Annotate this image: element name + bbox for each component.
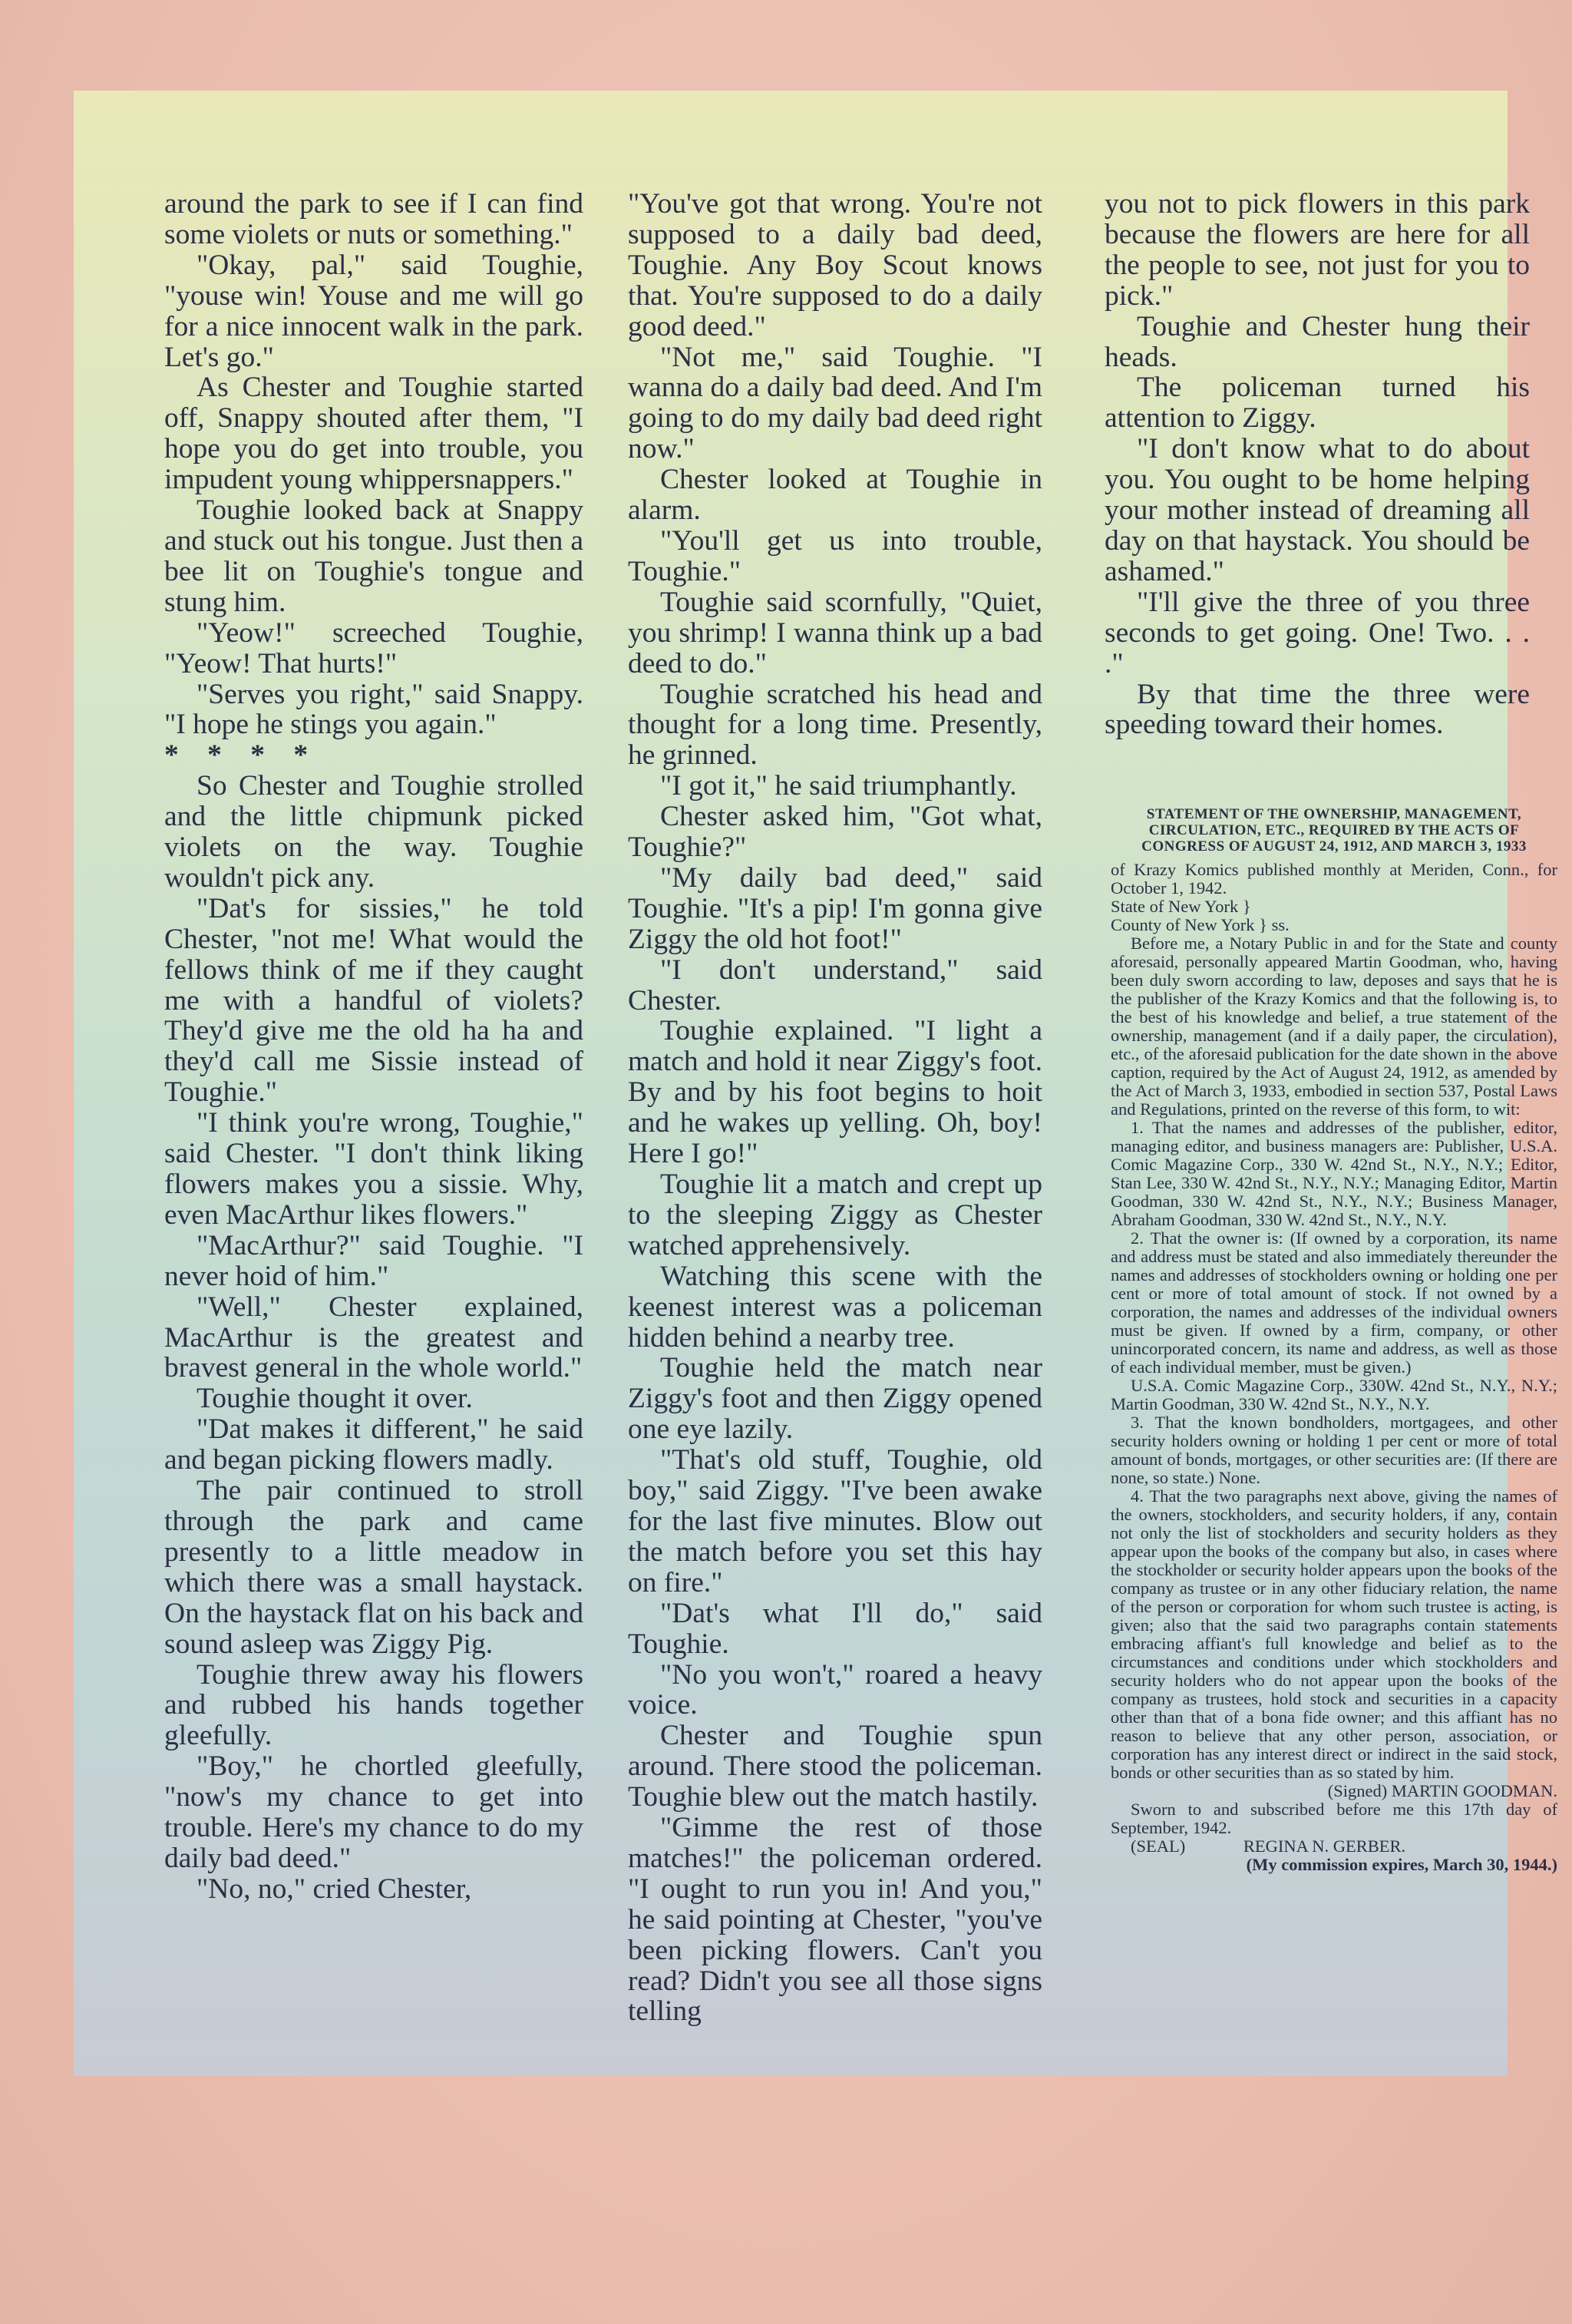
- story-paragraph: Chester asked him, "Got what, Toughie?": [628, 801, 1042, 864]
- story-paragraph: "Dat makes it different," he said and began picking flowers madly.: [164, 1413, 583, 1476]
- story-paragraph: "I don't understand," said Chester.: [628, 954, 1042, 1017]
- story-paragraph: Toughie looked back at Snappy and stuck out his tongue. Just then a bee lit on Toughie's tongue and stung him.: [164, 494, 583, 618]
- statement-sworn: Sworn to and subscribed before me this 17th day of September, 1942.: [1111, 1800, 1557, 1837]
- commission-expiry: (My commission expires, March 30, 1944.): [1246, 1855, 1557, 1874]
- statement-paragraph: 1. That the names and addresses of the publisher, editor, managing editor, and business managers are: Publisher, U.S.A. Comic Magazine Corp., 330 W. 42nd St., N.Y., N.Y.; Editor, Stan Lee, 330 W. 42nd St., N.Y., N.Y.; Managing Editor, Martin Goodman, 330 W. 42nd St., N.Y., N.Y.; Business Manager, Abraham Goodman, 330 W. 42nd St., N.Y., N.Y.: [1111, 1118, 1557, 1229]
- story-paragraph: "I don't know what to do about you. You ought to be home helping your mother instead of dreaming all day on that haystack. You should be ashamed.": [1105, 433, 1530, 587]
- story-paragraph: By that time the three were speeding toward their homes.: [1105, 678, 1530, 741]
- statement-county: County of New York } ss.: [1111, 915, 1290, 934]
- statement-intro: of Krazy Komics published monthly at Meriden, Conn., for October 1, 1942.: [1111, 860, 1557, 898]
- statement-signature: (Signed) MARTIN GOODMAN.: [1327, 1781, 1557, 1800]
- story-paragraph: Toughie threw away his flowers and rubbed his hands together gleefully.: [164, 1658, 583, 1752]
- statement-paragraph: 2. That the owner is: (If owned by a corporation, its name and address must be stated and also immediately thereunder the names and addresses of stockholders owning or holding one per cent or more of total amount of stock. If not owned by a corporation, the names and addresses of the individual owners must be given. If owned by a firm, company, or other unincorporated concern, its name and address, as well as those of each individual member, must be given.): [1111, 1228, 1557, 1377]
- story-paragraph: Toughie scratched his head and thought for a long time. Presently, he grinned.: [628, 678, 1042, 772]
- story-paragraph: "Serves you right," said Snappy. "I hope he stings you again.": [164, 678, 583, 741]
- story-paragraph: So Chester and Toughie strolled and the little chipmunk picked violets on the way. Toughie wouldn't pick any.: [164, 770, 583, 894]
- story-paragraph: Toughie thought it over.: [196, 1383, 473, 1415]
- story-paragraph: "Okay, pal," said Toughie, "youse win! Youse and me will go for a nice innocent walk in the park. Let's go.": [164, 249, 583, 373]
- story-paragraph: "My daily bad deed," said Toughie. "It's a pip! I'm gonna give Ziggy the old hot foot!": [628, 861, 1042, 955]
- statement-paragraph: Before me, a Notary Public in and for the State and county aforesaid, personally appeared Martin Goodman, who, having been duly sworn according to law, deposes and says that he is the publisher of the Krazy Komics and that the following is, to the best of his knowledge and belief, a true statement of the ownership, management (and if a daily paper, the circulation), etc., of the aforesaid publication for the date shown in the above caption, required by the Act of August 24, 1912, as amended by the Act of March 3, 1933, embodied in section 537, Postal Laws and Regulations, printed on the reverse of this form, to wit:: [1111, 934, 1557, 1119]
- story-column-3: [1105, 189, 1530, 740]
- statement-heading: STATEMENT OF THE OWNERSHIP, MANAGEMENT, CIRCULATION, ETC., REQUIRED BY THE ACTS OF CONGRESS OF AUGUST 24, 1912, AND MARCH 3, 1933: [1141, 806, 1527, 855]
- story-paragraph: you not to pick flowers in this park because the flowers are here for all the people to see, not just for you to pick.": [1105, 188, 1530, 312]
- story-paragraph: "Dat's what I'll do," said Toughie.: [628, 1597, 1042, 1660]
- story-paragraph: "I got it," he said triumphantly.: [660, 770, 1017, 802]
- story-paragraph: Toughie and Chester hung their heads.: [1105, 310, 1530, 373]
- ownership-statement: [1111, 806, 1557, 1874]
- story-paragraph: "Dat's for sissies," he told Chester, "not me! What would the fellows think of me if they caught me with a handful of violets? They'd give me the old ha ha and they'd call me Sissie instead of Toughie.": [164, 892, 583, 1109]
- story-paragraph: "You've got that wrong. You're not supposed to a daily bad deed, Toughie. Any Boy Scout knows that. You're supposed to do a daily good deed.": [628, 188, 1042, 342]
- story-paragraph: around the park to see if I can find some violets or nuts or something.": [164, 188, 583, 250]
- story-paragraph: "Boy," he chortled gleefully, "now's my chance to get into trouble. Here's my chance to do my daily bad deed.": [164, 1750, 583, 1874]
- seal-label: (SEAL): [1131, 1836, 1186, 1856]
- story-paragraph: "Gimme the rest of those matches!" the policeman ordered. "I ought to run you in! And you," he said pointing at Chester, "you've been picking flowers. Can't you read? Didn't you see all those signs telling: [628, 1812, 1042, 2028]
- story-paragraph: Toughie held the match near Ziggy's foot and then Ziggy opened one eye lazily.: [628, 1352, 1042, 1446]
- story-paragraph: Toughie said scornfully, "Quiet, you shrimp! I wanna think up a bad deed to do.": [628, 586, 1042, 679]
- story-column-2: [628, 189, 1042, 2027]
- story-paragraph: "Yeow!" screeched Toughie, "Yeow! That hurts!": [164, 617, 583, 679]
- story-paragraph: "No you won't," roared a heavy voice.: [628, 1658, 1042, 1721]
- story-paragraph: "Not me," said Toughie. "I wanna do a daily bad deed. And I'm going to do my daily bad deed right now.": [628, 341, 1042, 465]
- story-paragraph: The pair continued to stroll through the park and came presently to a little meadow in which there was a small haystack. On the haystack flat on his back and sound asleep was Ziggy Pig.: [164, 1475, 583, 1660]
- story-paragraph: The policeman turned his attention to Ziggy.: [1105, 372, 1530, 435]
- statement-paragraph: 4. That the two paragraphs next above, giving the names of the owners, stockholders, and security holders, if any, contain not only the list of stockholders and security holders as they appear upon the books of the company but also, in cases where the stockholder or security holder appears upon the books of the company as trustee or in any other fiduciary relation, the name of the person or corporation for whom such trustee is acting, is given; also that the said two paragraphs contain statements embracing affiant's full knowledge and belief as to the circumstances and conditions under which stockholders and security holders who do not appear upon the books of the company as trustees, hold stock and securities in a capacity other than that of a bona fide owner; and this affiant has no reason to believe that any other person, association, or corporation has any interest direct or indirect in the said stock, bonds or other securities than as so stated by him.: [1111, 1486, 1557, 1782]
- story-paragraph: "Well," Chester explained, MacArthur is the greatest and bravest general in the whole world.": [164, 1291, 583, 1384]
- story-paragraph: "I think you're wrong, Toughie," said Chester. "I don't think liking flowers makes you a sissie. Why, even MacArthur likes flowers.": [164, 1107, 583, 1231]
- story-paragraph: "That's old stuff, Toughie, old boy," said Ziggy. "I've been awake for the last five minutes. Blow out the match before you set this hay on fire.": [628, 1444, 1042, 1598]
- statement-paragraph: 3. That the known bondholders, mortgagees, and other security holders owning or holding 1 per cent or more of total amount of bonds, mortgages, or other securities are: (If there are none, so state.) None.: [1111, 1413, 1557, 1487]
- story-column-1: [164, 189, 583, 1905]
- story-paragraph: "No, no," cried Chester,: [196, 1873, 472, 1905]
- statement-paragraphs: [1111, 934, 1557, 1782]
- text-panel: [74, 91, 1557, 2076]
- story-paragraph: Watching this scene with the keenest interest was a policeman hidden behind a nearby tree.: [628, 1260, 1042, 1354]
- statement-state: State of New York }: [1111, 897, 1251, 916]
- story-paragraph: "I'll give the three of you three seconds to get going. One! Two. . . .": [1105, 586, 1530, 679]
- statement-paragraph: U.S.A. Comic Magazine Corp., 330W. 42nd St., N.Y., N.Y.; Martin Goodman, 330 W. 42nd St., N.Y., N.Y.: [1111, 1376, 1557, 1413]
- story-paragraph: As Chester and Toughie started off, Snappy shouted after them, "I hope you do get into trouble, you impudent young whippersnappers.": [164, 372, 583, 496]
- section-break: * * * *: [164, 739, 319, 772]
- story-paragraph: "You'll get us into trouble, Toughie.": [628, 524, 1042, 587]
- story-paragraph: Toughie lit a match and crept up to the sleeping Ziggy as Chester watched apprehensively.: [628, 1169, 1042, 1261]
- story-paragraph: Toughie explained. "I light a match and hold it near Ziggy's foot. By and by his foot begins to hoit and he wakes up yelling. Oh, boy! Here I go!": [628, 1015, 1042, 1170]
- story-paragraph: "MacArthur?" said Toughie. "I never hoid of him.": [164, 1229, 583, 1292]
- story-paragraph: Chester looked at Toughie in alarm.: [628, 464, 1042, 527]
- statement-notary-line: [1111, 1837, 1557, 1856]
- notary-name: REGINA N. GERBER.: [1243, 1836, 1406, 1856]
- story-paragraph: Chester and Toughie spun around. There stood the policeman. Toughie blew out the match hastily.: [628, 1720, 1042, 1813]
